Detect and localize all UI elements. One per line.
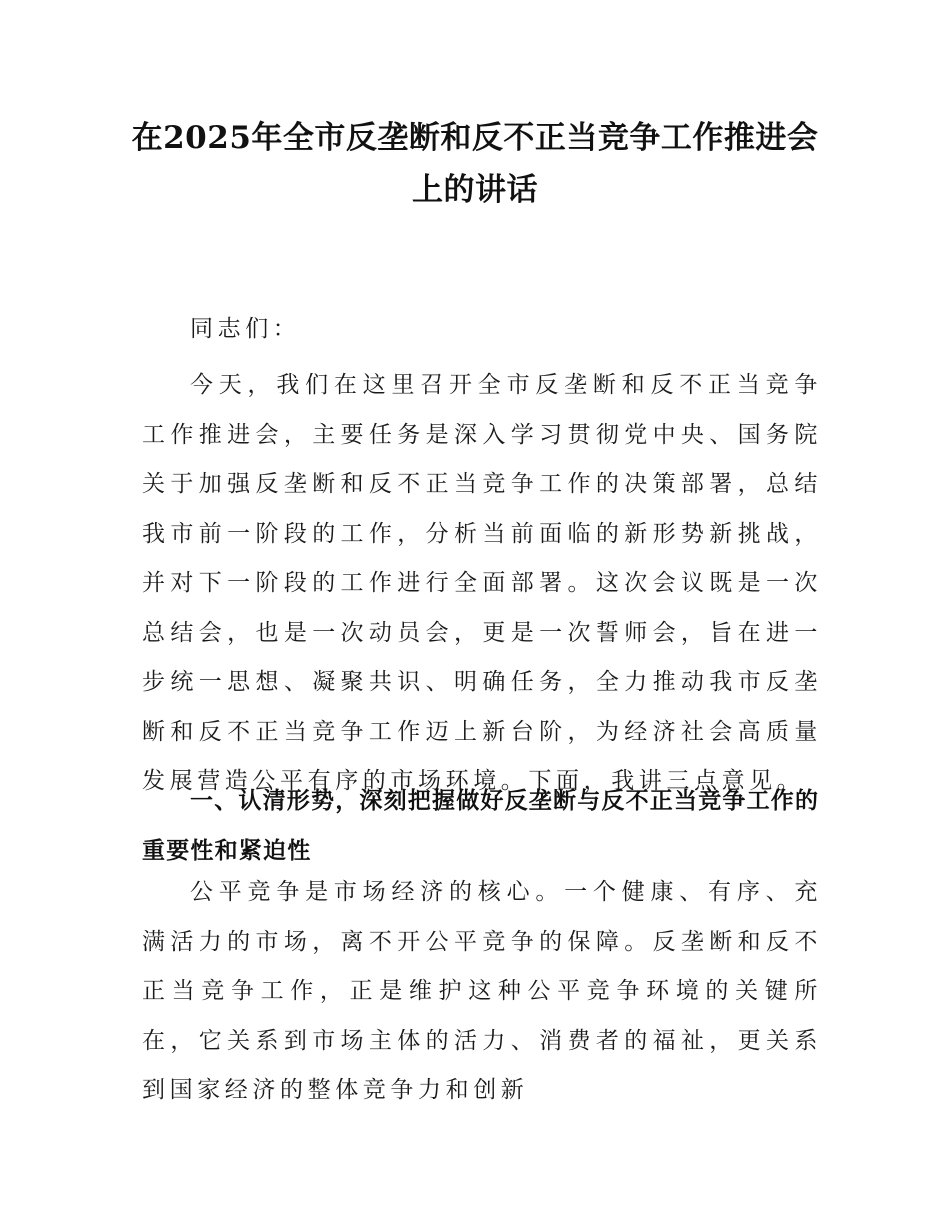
paragraph-section-1: 公平竞争是市场经济的核心。一个健康、有序、充满活力的市场，离不开公平竞争的保障。反垄断和反不正当竞争工作，正是维护这种公平竞争环境的关键所在，它关系到市场主体的活力、消费者的福祉，更关系到国家经济的整体竞争力和创新 bbox=[142, 879, 822, 1103]
paragraph-intro: 今天，我们在这里召开全市反垄断和反不正当竞争工作推进会，主要任务是深入学习贯彻党中央、国务院关于加强反垄断和反不正当竞争工作的决策部署，总结我市前一阶段的工作，分析当前面临的新形势新挑战，并对下一阶段的工作进行全面部署。这次会议既是一次总结会，也是一次动员会，更是一次誓师会，旨在进一步统一思想、凝聚共识、明确任务，全力推动我市反垄断和反不正当竞争工作迈上新台阶，为经济社会高质量发展营造公平有序的市场环境。下面，我讲三点意见。 bbox=[142, 372, 822, 794]
salutation: 同志们： bbox=[190, 316, 301, 342]
document-title: 在2025年全市反垄断和反不正当竞争工作推进会上的讲话 bbox=[131, 120, 819, 208]
section-heading-1: 一、认清形势，深刻把握做好反垄断与反不正当竞争工作的重要性和紧迫性 bbox=[142, 788, 820, 864]
